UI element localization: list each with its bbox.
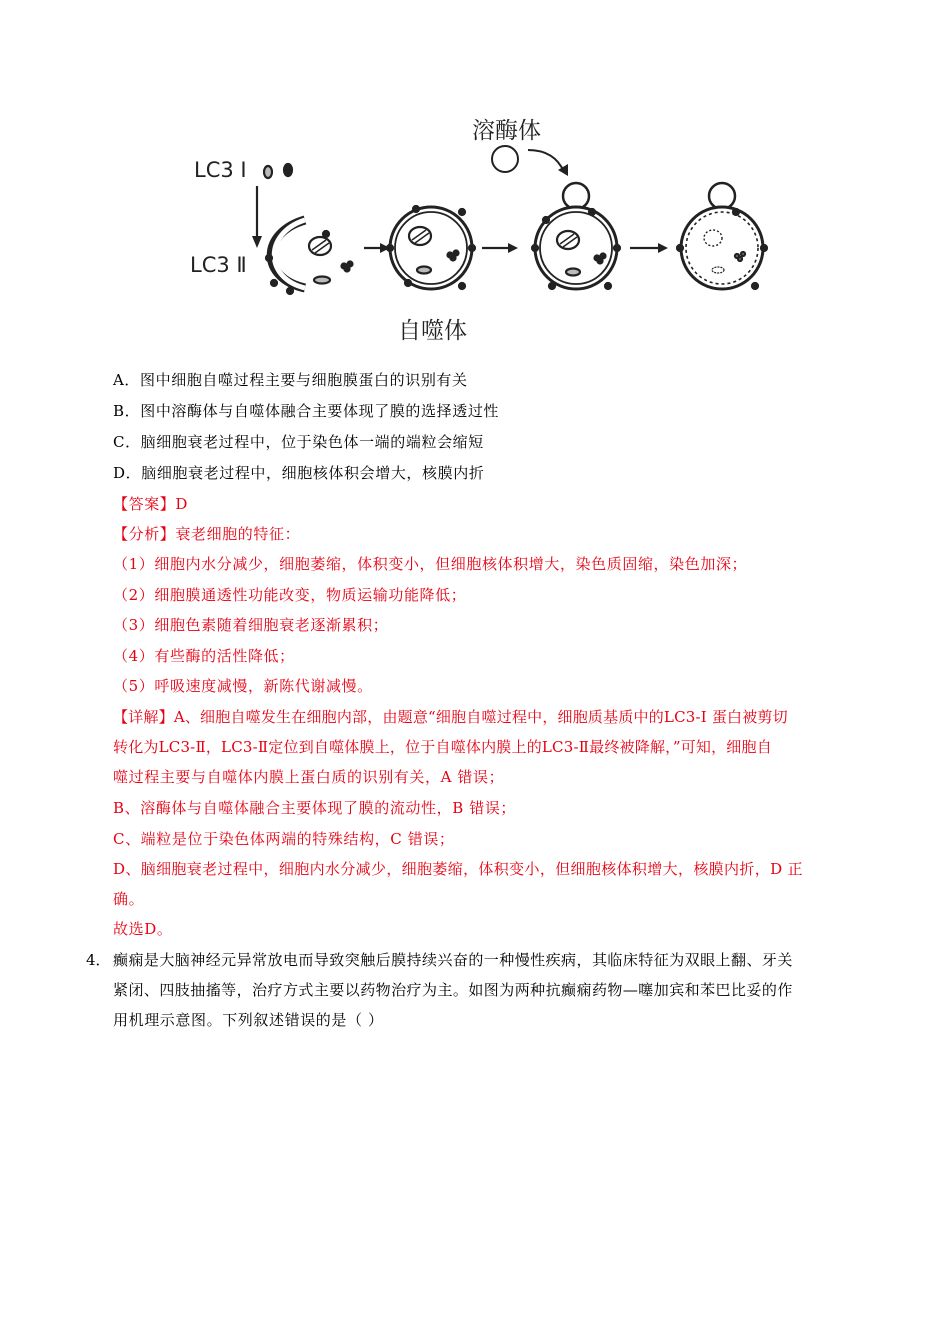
option-c: C．脑细胞衰老过程中，位于染色体一端的端粒会缩短 [113,433,484,451]
analysis-item: （4）有些酶的活性降低； [113,647,295,665]
degrading-autolysosome [681,207,763,289]
autophagy-figure [180,108,820,353]
detail-tag: 【详解】 [113,708,174,726]
detail-conclusion: 故选D。 [113,920,173,938]
lc3-ii-label: LC3 Ⅱ [190,253,247,277]
analysis-item: （5）呼吸速度减慢，新陈代谢减慢。 [113,677,373,695]
autophagosome-label: 自噬体 [398,318,467,344]
autophagosome [390,207,472,289]
analysis-tag: 【分析】 [113,525,176,543]
answer-tag: 【答案】 [113,495,176,513]
option-d: D．脑细胞衰老过程中，细胞核体积会增大，核膜内折 [113,464,485,482]
answer-line [113,494,873,514]
lysosome [492,146,518,172]
analysis-heading [113,524,873,544]
detail-line: C、端粒是位于染色体两端的特殊结构，C 错误； [113,830,455,848]
detail-line: 确。 [113,890,145,908]
analysis-item: （1）细胞内水分减少，细胞萎缩，体积变小，但细胞核体积增大，染色质固缩，染色加深； [113,555,748,573]
lc3-i-label: LC3 I [194,158,247,182]
lysosome-label: 溶酶体 [472,118,541,144]
analysis-item: （2）细胞膜通透性功能改变，物质运输功能降低； [113,586,467,604]
detail-text: A、细胞自噬发生在细胞内部，由题意“细胞自噬过程中，细胞质基质中的LC3-I 蛋白被剪切 [173,708,788,726]
detail-line: D、脑细胞衰老过程中，细胞内水分减少，细胞萎缩，体积变小，但细胞核体积增大，核膜内折，D 正 [113,860,803,878]
detail-line-1 [113,707,873,727]
question-line: 紧闭、四肢抽搐等，治疗方式主要以药物治疗为主。如图为两种抗癫痫药物—噻加宾和苯巴比妥的作 [113,981,793,999]
question-line: 用机理示意图。下列叙述错误的是（ ） [113,1011,384,1029]
option-a: A．图中细胞自噬过程主要与细胞膜蛋白的识别有关 [113,371,468,389]
analysis-item: （3）细胞色素随着细胞衰老逐渐累积； [113,616,389,634]
question-number: 4． [86,951,111,969]
detail-line: 噬过程主要与自噬体内膜上蛋白质的识别有关，A 错误； [113,768,505,786]
option-b: B．图中溶酶体与自噬体融合主要体现了膜的选择透过性 [113,402,500,420]
lc3-i-particle [284,164,292,176]
detail-line: B、溶酶体与自噬体融合主要体现了膜的流动性，B 错误； [113,799,517,817]
question-line: 癫痫是大脑神经元异常放电而导致突触后膜持续兴奋的一种慢性疾病，其临床特征为双眼上翻、牙关 [113,951,793,969]
analysis-title: 衰老细胞的特征： [175,525,301,543]
detail-line: 转化为LC3-Ⅱ，LC3-Ⅱ定位到自噬体膜上，位于自噬体内膜上的LC3-Ⅱ最终被降解，”可知，细胞自 [113,738,772,756]
lc3-i-particle [264,166,272,178]
mitochondrion [309,237,331,255]
answer-value: D [175,495,189,513]
